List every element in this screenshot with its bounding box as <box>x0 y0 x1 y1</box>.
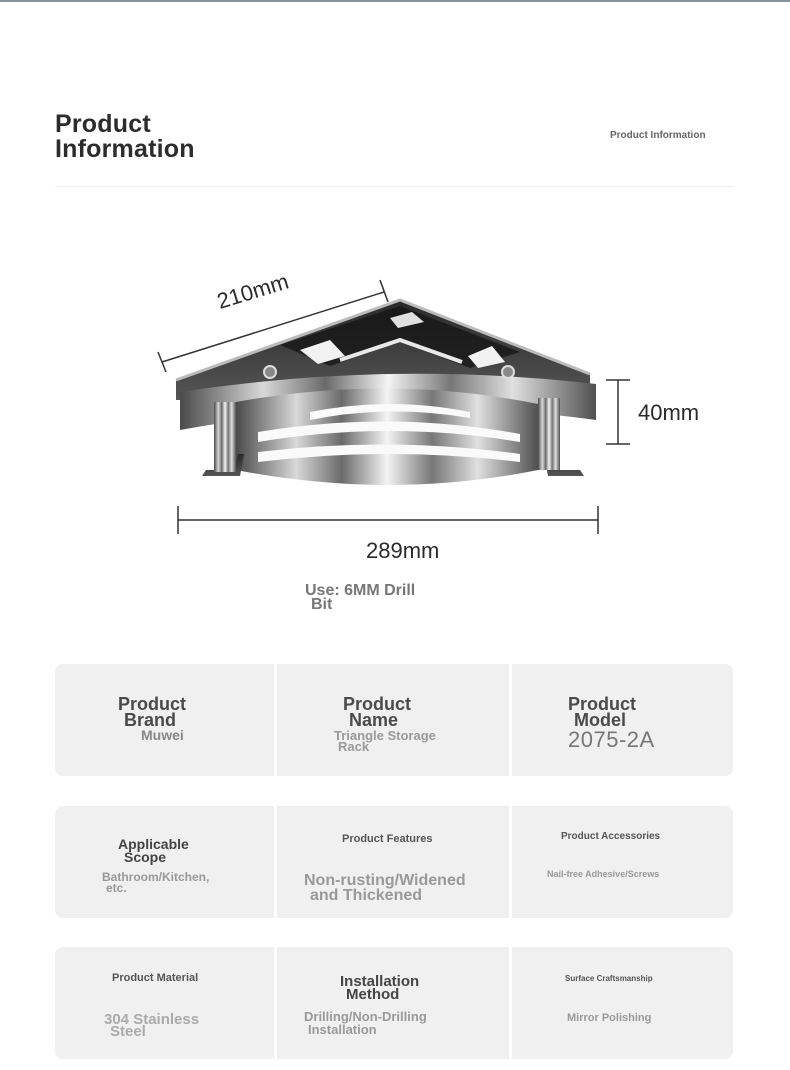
installation-label-line2: Method <box>346 986 400 1003</box>
spec-cell-features <box>277 806 509 918</box>
material-value-line1: 304 Stainless <box>104 1011 200 1028</box>
dimension-line-40 <box>606 380 630 444</box>
name-value-line1: Triangle Storage <box>334 728 436 743</box>
installation-label-line1: Installation <box>340 973 420 990</box>
shelf-body <box>176 300 596 485</box>
spec-cell-model <box>512 664 733 776</box>
accessories-label: Product Accessories <box>561 831 661 842</box>
features-label: Product Features <box>342 833 433 845</box>
name-label <box>343 696 411 728</box>
length-dimension-label: 289mm <box>366 538 440 563</box>
spec-cell-scope <box>55 806 274 918</box>
spec-cell-brand <box>55 664 274 776</box>
name-value <box>334 730 436 752</box>
scope-label <box>118 838 189 864</box>
spec-cell-name <box>277 664 509 776</box>
surface-label: Surface Craftsmanship <box>565 974 653 983</box>
features-value <box>304 873 466 903</box>
model-label-line2: Model <box>574 710 626 730</box>
scope-value-line2: etc. <box>106 881 127 895</box>
brand-value <box>141 729 184 742</box>
page-subtitle: Product Information <box>610 130 706 141</box>
installation-label <box>340 975 419 1001</box>
material-value <box>104 1011 200 1040</box>
page-title-line2: Information <box>55 135 195 163</box>
model-value: 2075-2A <box>568 727 655 752</box>
model-label-line1: Product <box>568 694 637 714</box>
name-value-line2: Rack <box>338 739 370 754</box>
dimension-line-289 <box>178 506 598 534</box>
page-title-line1: Product <box>55 110 151 138</box>
drill-note <box>305 584 415 612</box>
scope-label-line2: Scope <box>124 849 167 865</box>
spec-cell-installation <box>277 947 509 1059</box>
spec-row-1 <box>55 664 733 776</box>
installation-value <box>304 1010 427 1036</box>
drill-note-line1: Use: 6MM Drill <box>305 582 416 599</box>
scope-value <box>102 872 209 894</box>
brand-label-line1: Product <box>118 694 187 714</box>
scope-label-line1: Applicable <box>118 836 189 852</box>
installation-value-line1: Drilling/Non-Drilling <box>304 1009 427 1024</box>
brand-label <box>118 696 186 728</box>
features-value-line1: Non-rusting/Widened <box>304 872 466 889</box>
brand-label-line2: Brand <box>124 710 177 730</box>
model-label <box>568 696 636 728</box>
material-value-line2: Steel <box>110 1023 146 1040</box>
installation-value-line2: Installation <box>308 1022 377 1037</box>
spec-cell-surface <box>512 947 733 1059</box>
scope-value-line1: Bathroom/Kitchen, <box>102 870 210 884</box>
brand-value-text: Muwei <box>141 727 184 743</box>
height-dimension-label: 40mm <box>638 400 700 425</box>
name-label-line1: Product <box>343 694 412 714</box>
drill-note-line2: Bit <box>311 596 333 613</box>
material-label: Product Material <box>112 972 199 984</box>
spec-row-2 <box>55 806 733 918</box>
spec-row-3 <box>55 947 733 1059</box>
name-label-line2: Name <box>349 710 399 730</box>
surface-value: Mirror Polishing <box>567 1012 652 1024</box>
accessories-value: Nail-free Adhesive/Screws <box>547 869 660 879</box>
spec-cell-material <box>55 947 274 1059</box>
spec-cell-accessories <box>512 806 733 918</box>
width-dimension-label: 210mm <box>214 268 292 314</box>
features-value-line2: and Thickened <box>310 887 423 904</box>
